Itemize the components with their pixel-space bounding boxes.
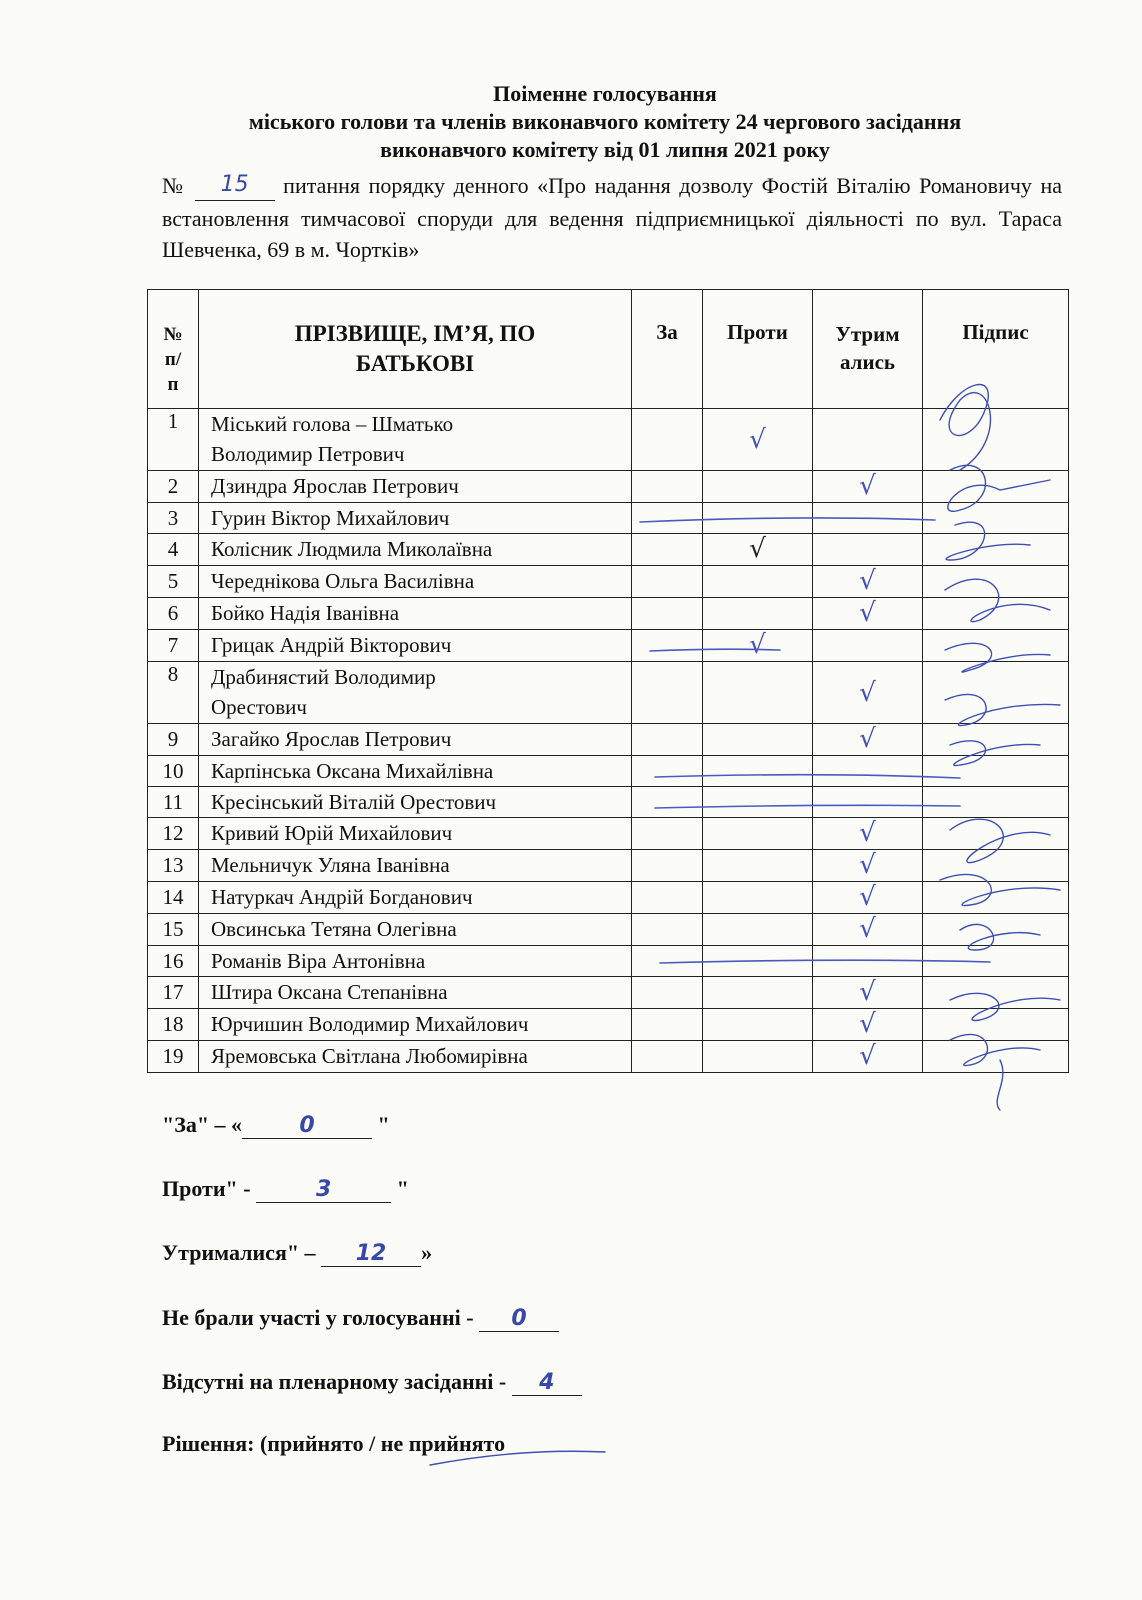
vote-za	[632, 946, 703, 977]
vote-za	[632, 977, 703, 1009]
signature-cell	[923, 1009, 1069, 1041]
row-number: 14	[148, 882, 199, 914]
table-header-row	[148, 290, 1069, 409]
summary-utrymalysia: Утрималися" – 12 »	[162, 1240, 433, 1266]
table-row	[148, 756, 1069, 787]
vote-utrymalys	[813, 630, 923, 662]
header-signature: Підпис	[923, 290, 1069, 409]
row-name: Юрчишин Володимир Михайлович	[199, 1009, 632, 1041]
row-name: Гурин Віктор Михайлович	[199, 503, 632, 534]
row-name: Натуркач Андрій Богданович	[199, 882, 632, 914]
check-mark: √	[749, 424, 766, 455]
signature-cell	[923, 724, 1069, 756]
signature-cell	[923, 662, 1069, 724]
header-utrymalys: Утрим ались	[813, 290, 923, 409]
vote-utrymalys	[813, 566, 923, 598]
vote-utrymalys	[813, 882, 923, 914]
vote-proty	[703, 946, 813, 977]
row-number: 3	[148, 503, 199, 534]
vote-za	[632, 503, 703, 534]
vote-za	[632, 566, 703, 598]
vote-utrymalys	[813, 818, 923, 850]
signature-cell	[923, 977, 1069, 1009]
signature-cell	[923, 818, 1069, 850]
vote-proty	[703, 756, 813, 787]
row-number: 2	[148, 471, 199, 503]
vote-za	[632, 882, 703, 914]
table-row	[148, 882, 1069, 914]
table-row	[148, 946, 1069, 977]
table-row	[148, 914, 1069, 946]
vote-utrymalys	[813, 662, 923, 724]
row-name: Міський голова – Шматько Володимир Петрович	[199, 409, 632, 471]
row-number: 5	[148, 566, 199, 598]
row-name: Кривий Юрій Михайлович	[199, 818, 632, 850]
table-row	[148, 566, 1069, 598]
signature-cell	[923, 471, 1069, 503]
vote-za	[632, 534, 703, 566]
vote-proty	[703, 882, 813, 914]
table-row	[148, 598, 1069, 630]
vote-proty	[703, 598, 813, 630]
vote-za	[632, 787, 703, 818]
summary-proty-value: 3	[315, 1177, 332, 1202]
vote-za	[632, 662, 703, 724]
check-mark: √	[859, 677, 876, 708]
row-name: Штира Оксана Степанівна	[199, 977, 632, 1009]
vote-table	[147, 289, 1069, 1073]
vote-proty	[703, 1041, 813, 1073]
vote-proty	[703, 662, 813, 724]
row-number: 19	[148, 1041, 199, 1073]
vote-utrymalys	[813, 1041, 923, 1073]
vote-za	[632, 598, 703, 630]
vote-proty	[703, 977, 813, 1009]
vote-za	[632, 818, 703, 850]
table-row	[148, 630, 1069, 662]
vote-utrymalys	[813, 534, 923, 566]
signature-cell	[923, 787, 1069, 818]
table-row	[148, 662, 1069, 724]
vote-proty	[703, 818, 813, 850]
signature-cell	[923, 598, 1069, 630]
signature-cell	[923, 946, 1069, 977]
table-row	[148, 471, 1069, 503]
vote-za	[632, 409, 703, 471]
summary-rishennia: Рішення: (прийнято / не прийнято	[162, 1431, 506, 1456]
table-row	[148, 724, 1069, 756]
vote-proty	[703, 850, 813, 882]
question-number-prefix: №	[162, 173, 187, 198]
vote-za	[632, 630, 703, 662]
row-number: 7	[148, 630, 199, 662]
title-line-2: міського голови та членів виконавчого комітету 24 чергового засідання	[248, 109, 962, 134]
row-number: 13	[148, 850, 199, 882]
summary-utr-value: 12	[355, 1241, 387, 1266]
vote-za	[632, 1041, 703, 1073]
signature-cell	[923, 566, 1069, 598]
row-name: Карпінська Оксана Михайлівна	[199, 756, 632, 787]
row-name: Овсинська Тетяна Олегівна	[199, 914, 632, 946]
header-za: За	[632, 290, 703, 409]
row-name: Загайко Ярослав Петрович	[199, 724, 632, 756]
summary-nebraly: Не брали участі у голосуванні - 0	[162, 1305, 559, 1332]
vote-utrymalys	[813, 914, 923, 946]
vote-proty	[703, 471, 813, 503]
summary-za: "За" – « 0 "	[162, 1112, 390, 1138]
table-row	[148, 409, 1069, 471]
signature-cell	[923, 503, 1069, 534]
vote-za	[632, 1009, 703, 1041]
signature-cell	[923, 409, 1069, 471]
row-number: 10	[148, 756, 199, 787]
vote-proty	[703, 914, 813, 946]
vote-proty	[703, 1009, 813, 1041]
check-mark: √	[859, 818, 876, 848]
signature-cell	[923, 756, 1069, 787]
vote-proty	[703, 787, 813, 818]
row-number: 17	[148, 977, 199, 1009]
row-number: 1	[148, 409, 199, 471]
header-proty: Проти	[703, 290, 813, 409]
row-name: Романів Віра Антонівна	[199, 946, 632, 977]
vote-utrymalys	[813, 503, 923, 534]
check-mark: √	[859, 724, 876, 754]
row-name: Драбинястий Володимир Орестович	[199, 662, 632, 724]
vote-utrymalys	[813, 598, 923, 630]
check-mark: √	[859, 914, 876, 944]
check-mark: √	[859, 566, 876, 596]
table-row	[148, 503, 1069, 534]
check-mark: √	[859, 1041, 876, 1071]
row-name: Череднікова Ольга Василівна	[199, 566, 632, 598]
vote-proty	[703, 630, 813, 662]
check-mark: √	[749, 630, 766, 660]
row-name: Бойко Надія Іванівна	[199, 598, 632, 630]
row-number: 4	[148, 534, 199, 566]
question-number: 15	[195, 168, 275, 201]
row-number: 9	[148, 724, 199, 756]
row-name: Колісник Людмила Миколаївна	[199, 534, 632, 566]
document-title	[140, 80, 1070, 164]
row-name: Мельничук Уляна Іванівна	[199, 850, 632, 882]
row-number: 18	[148, 1009, 199, 1041]
check-mark: √	[859, 977, 876, 1007]
title-line-1: Поіменне голосування	[493, 81, 717, 106]
title-line-3: виконавчого комітету від 01 липня 2021 року	[380, 137, 830, 162]
table-row	[148, 850, 1069, 882]
row-name: Дзиндра Ярослав Петрович	[199, 471, 632, 503]
header-number: № п/ п	[148, 290, 199, 409]
vote-za	[632, 724, 703, 756]
summary-proty: Проти" - 3 "	[162, 1176, 409, 1202]
row-name: Грицак Андрій Вікторович	[199, 630, 632, 662]
row-number: 6	[148, 598, 199, 630]
summary-vidsutni: Відсутні на пленарному засіданні - 4	[162, 1369, 582, 1396]
summary-vidsutni-value: 4	[539, 1370, 555, 1395]
check-mark: √	[859, 850, 876, 880]
row-number: 15	[148, 914, 199, 946]
check-mark: √	[859, 1009, 876, 1039]
signature-cell	[923, 914, 1069, 946]
vote-proty	[703, 503, 813, 534]
signature-cell	[923, 850, 1069, 882]
vote-proty	[703, 566, 813, 598]
table-row	[148, 977, 1069, 1009]
vote-utrymalys	[813, 1009, 923, 1041]
table-row	[148, 1041, 1069, 1073]
row-number: 8	[148, 662, 199, 724]
question-body: питання порядку денного «Про надання дозволу Фостій Віталію Романовичу на встановлення тимчасової споруди для ведення підприємницької діяльності по вул. Тараса Шевченка, 69 в м. Чортків»	[162, 173, 1063, 262]
vote-utrymalys	[813, 977, 923, 1009]
vote-za	[632, 471, 703, 503]
summary-nebraly-value: 0	[511, 1306, 527, 1331]
vote-utrymalys	[813, 471, 923, 503]
vote-utrymalys	[813, 409, 923, 471]
vote-za	[632, 850, 703, 882]
signature-cell	[923, 630, 1069, 662]
vote-proty	[703, 409, 813, 471]
signature-cell	[923, 534, 1069, 566]
row-number: 11	[148, 787, 199, 818]
vote-za	[632, 914, 703, 946]
table-row	[148, 534, 1069, 566]
table-row	[148, 818, 1069, 850]
row-name: Кресінський Віталій Орестович	[199, 787, 632, 818]
vote-proty	[703, 724, 813, 756]
signature-cell	[923, 1041, 1069, 1073]
row-number: 12	[148, 818, 199, 850]
vote-utrymalys	[813, 787, 923, 818]
vote-za	[632, 756, 703, 787]
header-name: ПРІЗВИЩЕ, ІМ’Я, ПО БАТЬКОВІ	[199, 290, 632, 409]
vote-utrymalys	[813, 724, 923, 756]
check-mark: √	[749, 534, 766, 564]
vote-proty	[703, 534, 813, 566]
vote-utrymalys	[813, 946, 923, 977]
vote-utrymalys	[813, 850, 923, 882]
table-row	[148, 787, 1069, 818]
question-text	[162, 170, 1062, 265]
signature-cell	[923, 882, 1069, 914]
vote-utrymalys	[813, 756, 923, 787]
table-row	[148, 1009, 1069, 1041]
check-mark: √	[859, 598, 876, 628]
summary-za-value: 0	[299, 1113, 315, 1138]
check-mark: √	[859, 471, 876, 501]
check-mark: √	[859, 882, 876, 912]
row-name: Яремовська Світлана Любомирівна	[199, 1041, 632, 1073]
row-number: 16	[148, 946, 199, 977]
